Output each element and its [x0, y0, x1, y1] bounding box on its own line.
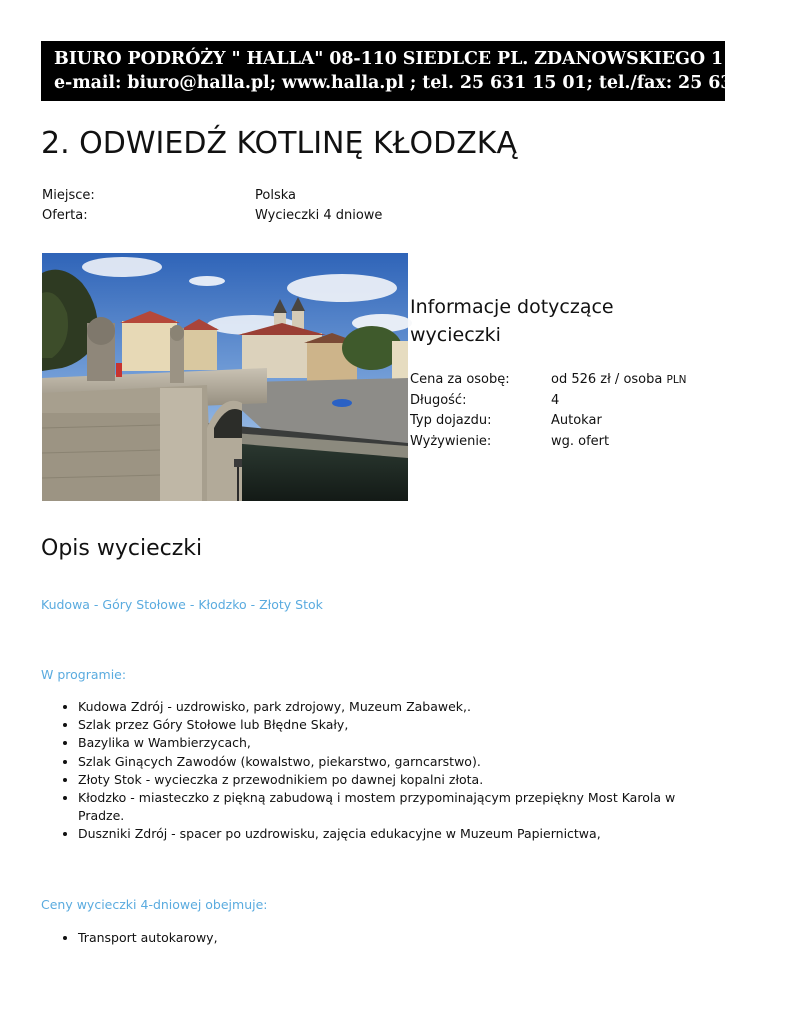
route-subtitle: Kudowa - Góry Stołowe - Kłodzko - Złoty Stok [41, 597, 323, 612]
list-item: • Kudowa Zdrój - uzdrowisko, park zdrojowy, Muzeum Zabawek,. [78, 698, 678, 716]
currency-unit: PLN [666, 374, 687, 386]
agency-header-banner [41, 41, 805, 101]
info-label: Wyżywienie: [410, 433, 492, 449]
price-includes-label: Ceny wycieczki 4-dniowej obejmuje: [41, 897, 268, 912]
price-value: od 526 zł / osoba [551, 372, 663, 387]
meta-label: Oferta: [42, 208, 88, 223]
info-heading: Informacje dotyczące wycieczki [410, 296, 614, 346]
meta-value: Polska [255, 188, 296, 203]
program-list [60, 698, 678, 844]
list-item: • Bazylika w Wambierzycach, [78, 734, 678, 752]
agency-contact-line: e-mail: biuro@halla.pl; www.halla.pl ; tel. 25 631 15 01; tel./fax: 25 633 02 44 [54, 73, 805, 93]
list-item: • Złoty Stok - wycieczka z przewodnikiem po dawnej kopalni złota. [78, 771, 678, 789]
list-item: • Szlak przez Góry Stołowe lub Błędne Skały, [78, 716, 678, 734]
program-label: W programie: [41, 667, 127, 682]
list-item: • Duszniki Zdrój - spacer po uzdrowisku, zajęcia edukacyjne w Muzeum Papiernictwa, [78, 825, 678, 843]
meta-value: Wycieczki 4 dniowe [255, 208, 383, 223]
info-value [551, 370, 687, 391]
list-item: • Kłodzko - miasteczko z piękną zabudową i mostem przypominającym przepiękny Most Karola w Pradze. [78, 789, 678, 825]
info-label: Długość: [410, 392, 467, 408]
info-value: 4 [551, 392, 560, 408]
list-item: • Szlak Ginących Zawodów (kowalstwo, piekarstwo, garncarstwo). [78, 753, 678, 771]
description-heading: Opis wycieczki [41, 536, 203, 561]
page-title: 2. ODWIEDŹ KOTLINĘ KŁODZKĄ [41, 126, 517, 161]
info-value: wg. ofert [551, 433, 610, 449]
price-includes-list [60, 929, 678, 947]
info-value: Autokar [551, 413, 602, 428]
agency-address-line: BIURO PODRÓŻY " HALLA" 08-110 SIEDLCE PL. ZDANOWSKIEGO 1 [54, 49, 724, 69]
meta-label: Miejsce: [42, 188, 95, 203]
list-item: • Transport autokarowy, [78, 929, 678, 947]
tour-photo [42, 253, 408, 501]
info-label: Typ dojazdu: [410, 413, 492, 428]
info-label: Cena za osobę: [410, 372, 510, 387]
